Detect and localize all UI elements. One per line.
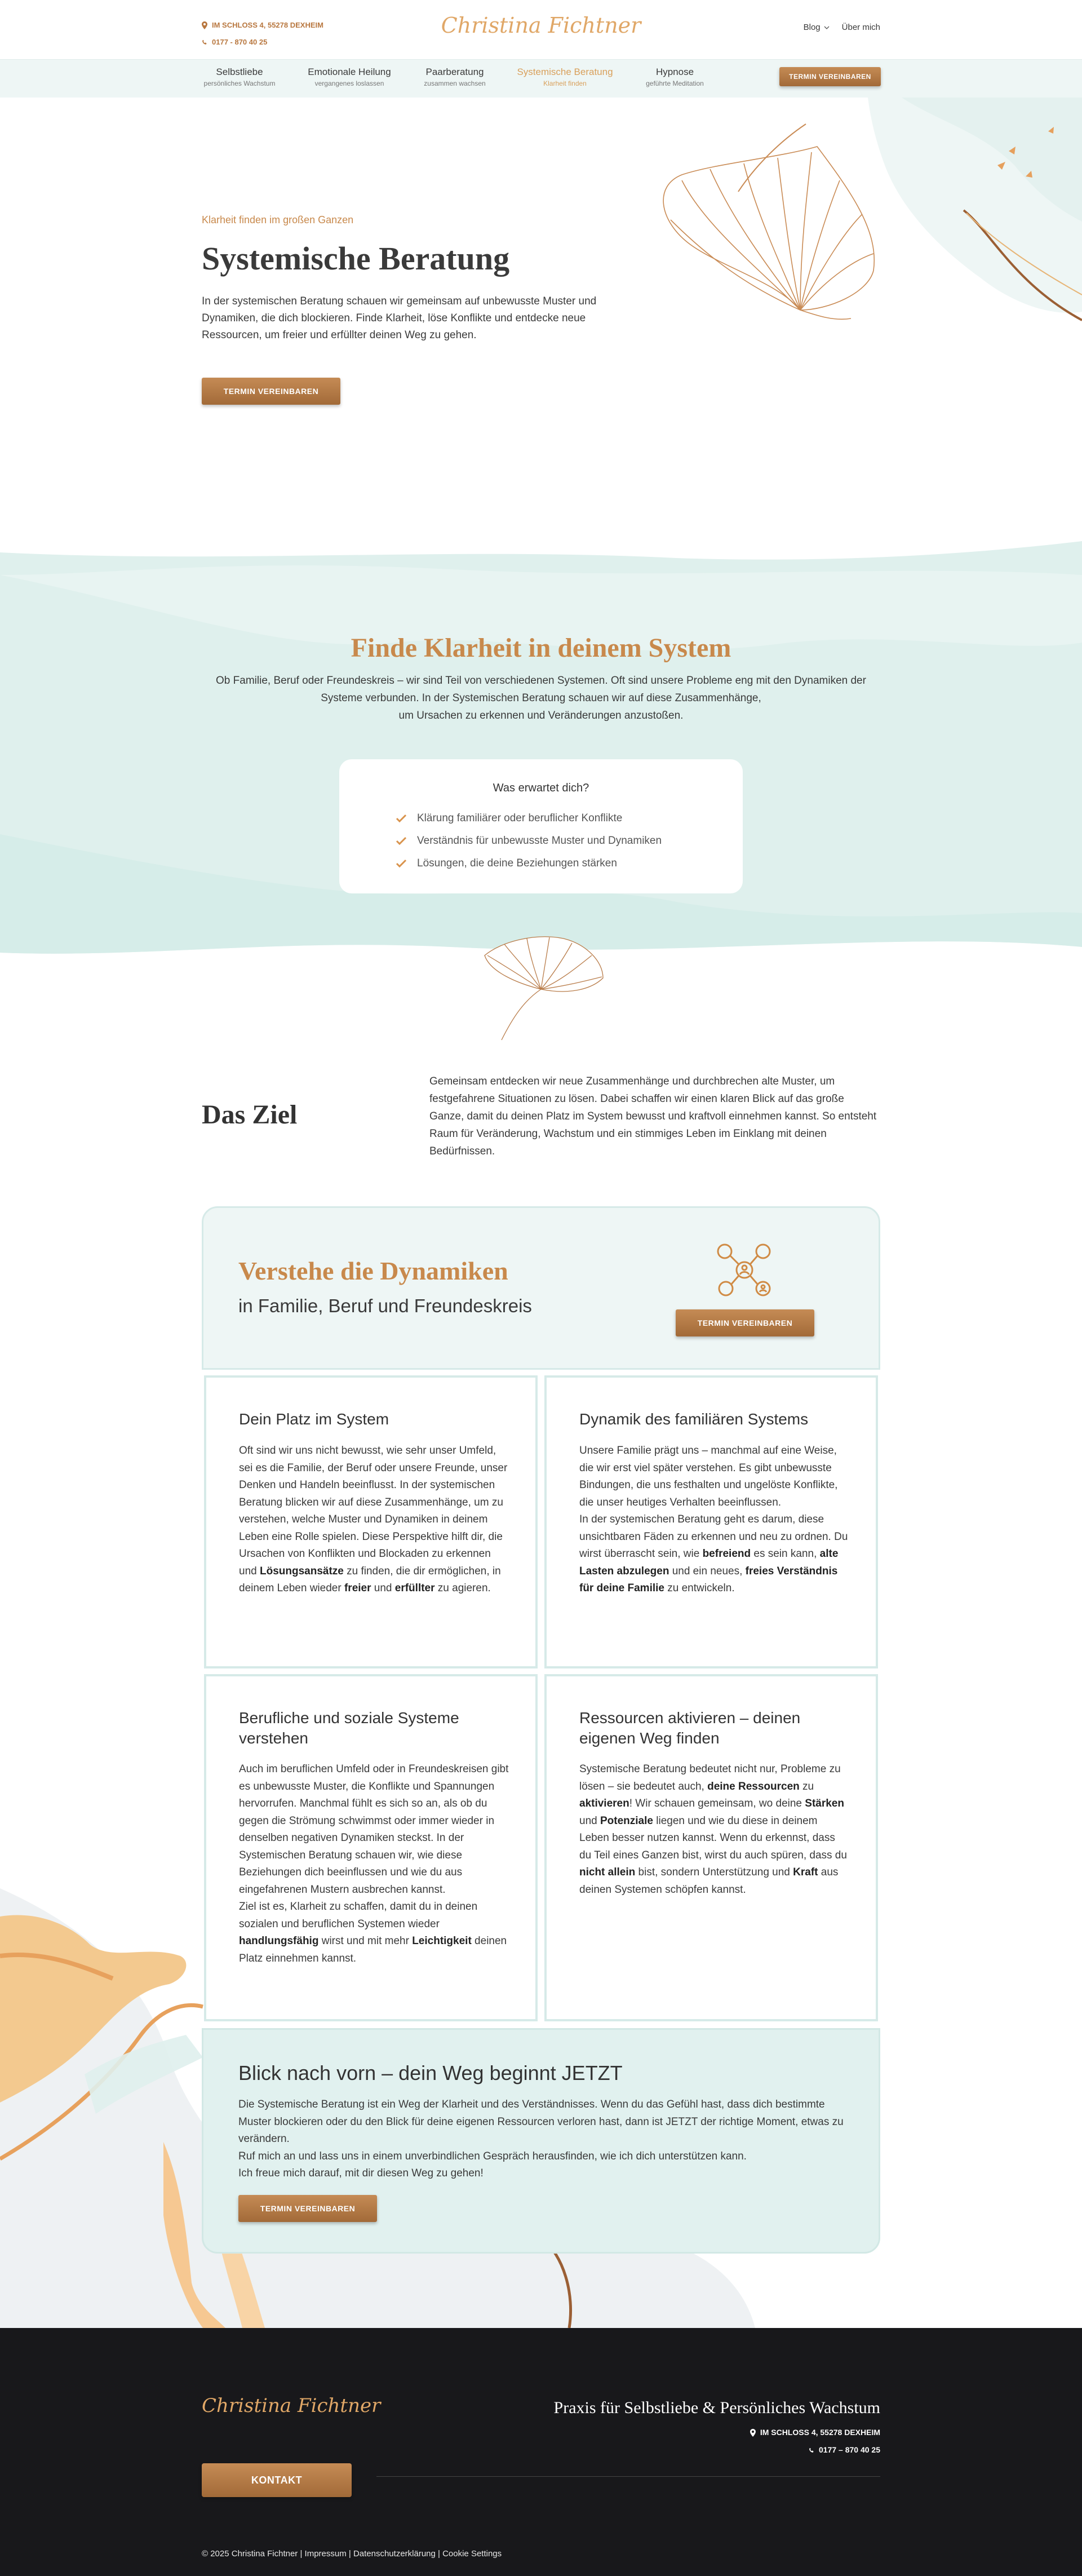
footer-logo-text: Christina Fichtner [202, 2394, 381, 2417]
check-icon [396, 814, 407, 823]
text-segment: deinen Platz einnehmen kannst. [239, 1935, 507, 1964]
text-segment: bist, sondern Unterstützung und [635, 1866, 793, 1878]
nav-item-selbstliebe[interactable] [203, 67, 276, 87]
footer-divider [376, 2476, 880, 2477]
nav-item-sub[interactable]: Klarheit finden [543, 79, 587, 87]
cta-box [202, 2028, 880, 2254]
about-link[interactable]: Über mich [841, 23, 880, 32]
info-box-text [579, 1442, 850, 1597]
nav-item-title[interactable]: Emotionale Heilung [308, 67, 391, 77]
main-nav [0, 59, 1082, 98]
cta-text [238, 2096, 847, 2183]
text-segment: und [371, 1582, 395, 1594]
expectations-card [339, 759, 743, 893]
text-segment: aus deinen Systemen schöpfen kannst. [579, 1866, 839, 1896]
text-segment: Ziel ist es, Klarheit zu schaffen, damit du in deinen sozialen und beruflichen Systemen wieder [239, 1901, 478, 1930]
text-segment: zu [799, 1780, 814, 1792]
nav-item-hypnose[interactable] [637, 67, 713, 87]
footer-contact [750, 2424, 880, 2459]
ginkgo-leaf-illustration [648, 124, 885, 327]
chevron-down-icon [824, 26, 830, 29]
blog-link-label[interactable]: Blog [803, 23, 821, 32]
list-item-text: Lösungen, die deine Beziehungen stärken [417, 857, 617, 869]
address-text: IM SCHLOSS 4, 55278 DEXHEIM [212, 21, 323, 29]
text-segment: liegen und wie du diese in deinem Leben besser nutzen kannst. Wenn du erkennst, dass du Teil eines Ganzen bist, wirst du auch spüren, dass du [579, 1814, 847, 1861]
text-segment: Systemische Beratung bedeutet nicht nur, Probleme zu lösen – sie bedeutet auch, [579, 1763, 841, 1792]
info-box-title: Berufliche und soziale Systeme verstehen [239, 1709, 459, 1747]
bold-segment: Stärken [805, 1798, 844, 1809]
location-pin-icon [750, 2429, 756, 2437]
bold-segment: aktivieren [579, 1798, 629, 1809]
cta-paragraph: Ruf mich an und lass uns in einem unverbindlichen Gespräch herausfinden, wie ich dich unterstützen kann. [238, 2150, 747, 2162]
header-contact [202, 17, 323, 51]
bold-segment: erfüllter [394, 1582, 435, 1594]
info-box-ressourcen [544, 1674, 878, 2021]
nav-item-title[interactable]: Systemische Beratung [517, 67, 613, 77]
ginkgo-leaf-illustration [479, 933, 609, 1046]
text-segment: zu agieren. [434, 1582, 491, 1594]
nav-item-systemische-beratung[interactable] [513, 67, 617, 87]
text-segment: ! Wir schauen gemeinsam, wo deine [629, 1798, 805, 1809]
info-box-title: Dynamik des familiären Systems [579, 1410, 809, 1428]
bold-segment: freier [344, 1582, 371, 1594]
watercolor-decoration [868, 98, 1082, 334]
nav-appointment-button[interactable]: TERMIN VEREINBAREN [779, 67, 881, 86]
section-title-system: Finde Klarheit in deinem System [351, 633, 731, 663]
bold-segment: deine Ressourcen [707, 1780, 800, 1792]
cta-paragraph: Die Systemische Beratung ist ein Weg der Klarheit und des Verständnisses. Wenn du das Gefühl hast, dass dich bestimmte Muster blockieren oder du den Blick für deine eigenen Ressourcen verloren hast, dann ist JETZT der richtige Moment, etwas zu verändern. [238, 2099, 844, 2145]
text-segment: und ein neues, [669, 1565, 746, 1577]
info-box-familie [544, 1375, 878, 1668]
nav-item-sub[interactable]: persönliches Wachstum [203, 79, 276, 87]
footer-address-row [750, 2424, 880, 2441]
bold-segment: alte Lasten abzulegen [579, 1548, 839, 1577]
list-item [396, 852, 662, 875]
text-segment: wirst und mit mehr [318, 1935, 413, 1947]
footer-address: IM SCHLOSS 4, 55278 DEXHEIM [760, 2428, 880, 2437]
hero-appointment-button[interactable]: TERMIN VEREINBAREN [202, 378, 340, 405]
bold-segment: handlungsfähig [239, 1935, 319, 1947]
phone-icon [809, 2446, 814, 2454]
list-item [396, 807, 662, 830]
text-segment: zu finden, die dir ermöglichen, in deinem Leben wieder [239, 1565, 501, 1594]
hero-text: In der systemischen Beratung schauen wir gemeinsam auf unbewusste Muster und Dynamiken, die dich blockieren. Finde Klarheit, löse Konflikte und entdecke neue Ressourcen, um freier und erfüllter deinen Weg zu gehen. [202, 295, 597, 341]
top-bar [0, 0, 1082, 59]
bold-segment: befreiend [702, 1548, 751, 1560]
nav-item-paarberatung[interactable] [415, 67, 494, 87]
info-box-beruf [204, 1674, 538, 2021]
info-box-platz [204, 1375, 538, 1668]
list-item-text: Verständnis für unbewusste Muster und Dynamiken [417, 835, 662, 847]
nav-item-sub[interactable]: geführte Meditation [646, 79, 704, 87]
contact-button[interactable]: KONTAKT [202, 2463, 352, 2497]
nav-item-title[interactable]: Paarberatung [425, 67, 484, 77]
text-segment: Auch im beruflichen Umfeld oder in Freundeskreisen gibt es unbewusste Muster, die Konflikte und Spannungen hervorrufen. Manchmal fühlt es sich so an, als ob du gegen die Strömung schwimmst oder immer wieder in denselben negativen Dynamiken steckst. In der Systemischen Beratung schauen wir, wie diese Beziehungen dich beeinflussen und wie du aus eingefahrenen Mustern ausbrechen kannst. [239, 1763, 509, 1896]
info-box-title: Ressourcen aktivieren – deinen eigenen Weg finden [579, 1709, 801, 1747]
dynamics-subtitle: in Familie, Beruf und Freundeskreis [238, 1295, 532, 1316]
dynamics-appointment-button[interactable]: TERMIN VEREINBAREN [676, 1309, 814, 1336]
text-segment: und [579, 1814, 600, 1827]
footer-logo[interactable] [202, 2388, 381, 2422]
nav-item-sub[interactable]: vergangenes loslassen [314, 79, 384, 87]
cta-appointment-button[interactable]: TERMIN VEREINBAREN [238, 2195, 377, 2222]
phone-row[interactable] [202, 34, 323, 51]
dynamics-title: Verstehe die Dynamiken [238, 1256, 508, 1285]
logo-text: Christina Fichtner [441, 13, 641, 38]
text-segment: es sein kann, [751, 1548, 820, 1560]
bold-segment: Kraft [793, 1866, 818, 1878]
dynamics-banner [202, 1206, 880, 1370]
footer-copyright[interactable]: © 2025 Christina Fichtner | Impressum | Datenschutzerklärung | Cookie Settings [202, 2549, 502, 2559]
footer [0, 2328, 1082, 2576]
bold-segment: freies Verständnis für deine Familie [579, 1565, 838, 1594]
section-title-ziel: Das Ziel [202, 1100, 298, 1130]
check-icon [396, 859, 407, 868]
cta-paragraph: Ich freue mich darauf, mit dir diesen Weg zu gehen! [238, 2167, 484, 2179]
ziel-text: Gemeinsam entdecken wir neue Zusammenhänge und durchbrechen alte Muster, um festgefahrene Situationen zu lösen. Dabei schaffen wir einen klaren Blick auf das große Ganze, damit du deinen Platz im System bewusst und kraftvoll einnehmen kannst. So entsteht Raum für Veränderung, Wachstum und ein stimmiges Leben im Einklang mit deinen Bedürfnissen. [429, 1075, 877, 1157]
expectations-list [396, 807, 662, 875]
list-item-text: Klärung familiärer oder beruflicher Konflikte [417, 812, 623, 824]
info-box-title: Dein Platz im System [239, 1410, 389, 1428]
text-segment: Unsere Familie prägt uns – manchmal auf eine Weise, die wir erst viel später verstehen. Es gibt unbewusste Bindungen, die uns festhalten und ungelöste Konflikte, die unser heutiges Verhalten beeinflussen. [579, 1445, 838, 1508]
cta-title: Blick nach vorn – dein Weg beginnt JETZT [238, 2061, 623, 2084]
footer-phone[interactable]: 0177 – 870 40 25 [819, 2445, 880, 2454]
system-intro [203, 672, 879, 724]
blog-link[interactable] [804, 23, 830, 32]
phone-text[interactable]: 0177 - 870 40 25 [212, 38, 268, 46]
text-segment: In der systemischen Beratung geht es darum, diese unsichtbaren Fäden zu erkennen und neu zu ordnen. Du wirst überrascht sein, wie [579, 1513, 848, 1560]
system-intro-line-2: um Ursachen zu erkennen und Veränderungen anzustoßen. [398, 710, 684, 722]
bold-segment: Lösungsansätze [259, 1565, 344, 1577]
expectations-card-title: Was erwartet dich? [493, 782, 589, 794]
location-pin-icon [202, 21, 207, 29]
address-row [202, 17, 323, 34]
hero-kicker: Klarheit finden im großen Ganzen [202, 214, 354, 225]
system-intro-line-1: Ob Familie, Beruf oder Freundeskreis – wir sind Teil von verschiedenen Systemen. Oft sind unsere Probleme eng mit den Dynamiken der Systeme verbunden. In der Systemischen Beratung schauen wir auf diese Zusammenhänge, [216, 675, 866, 704]
page-title: Systemische Beratung [202, 240, 510, 277]
text-segment: zu entwickeln. [664, 1582, 735, 1594]
info-box-text [239, 1761, 509, 1967]
nav-item-emotionale-heilung[interactable] [301, 67, 397, 87]
footer-phone-row[interactable] [750, 2441, 880, 2459]
bold-segment: nicht allein [579, 1866, 636, 1878]
nav-item-title[interactable]: Selbstliebe [216, 67, 263, 77]
logo[interactable] [441, 10, 641, 44]
network-people-icon [713, 1239, 775, 1301]
footer-title: Praxis für Selbstliebe & Persönliches Wachstum [553, 2398, 880, 2417]
nav-item-title[interactable]: Hypnose [655, 67, 694, 77]
bold-segment: Leichtigkeit [412, 1935, 472, 1947]
text-segment: Oft sind wir uns nicht bewusst, wie sehr unser Umfeld, sei es die Familie, der Beruf oder unsere Freunde, unser Denken und Handeln beeinflusst. In der systemischen Beratung blicken wir auf diese Zusammenhänge, um zu verstehen, welche Muster und Dynamiken in deinem Leben eine Rolle spielen. Diese Perspektive hilft dir, die Ursachen von Konflikten und Blockaden zu erkennen und [239, 1445, 508, 1577]
info-box-text [579, 1761, 850, 1898]
check-icon [396, 836, 407, 846]
phone-icon [202, 38, 207, 46]
bold-segment: Potenziale [600, 1814, 653, 1827]
info-box-text [239, 1442, 509, 1597]
nav-item-sub[interactable]: zusammen wachsen [424, 79, 486, 87]
list-item [396, 830, 662, 852]
top-links [804, 23, 880, 32]
